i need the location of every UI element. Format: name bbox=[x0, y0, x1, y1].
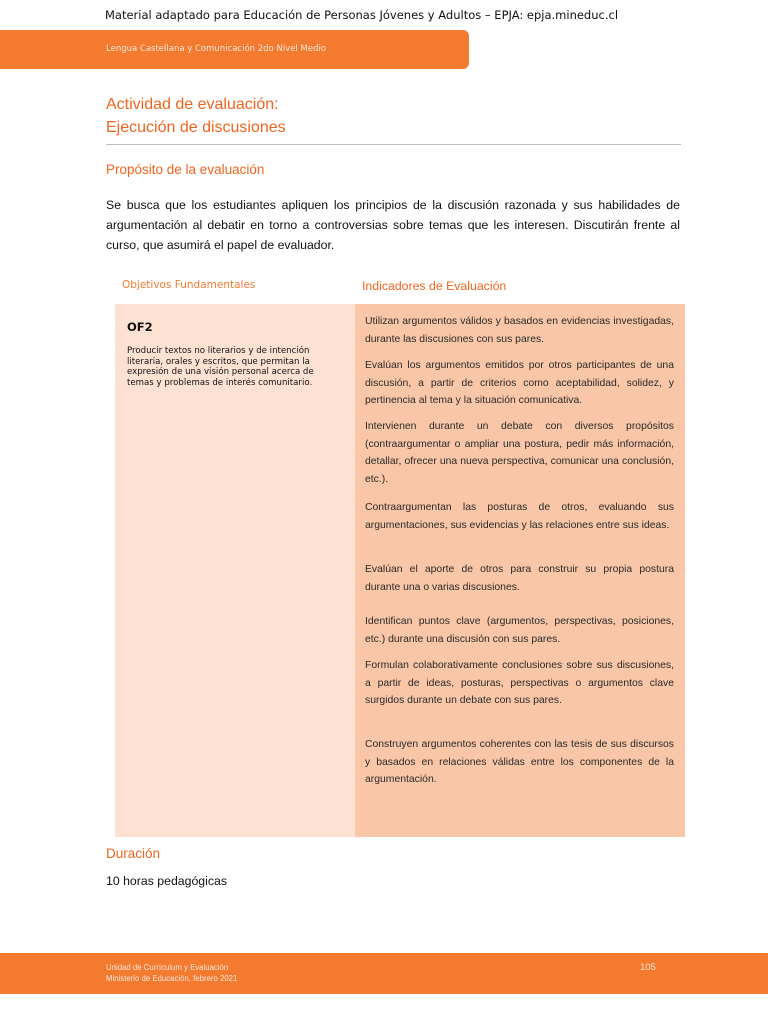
objective-cell bbox=[115, 304, 355, 837]
purpose-heading: Propósito de la evaluación bbox=[106, 162, 265, 177]
indicator-item: Contraargumentan las posturas de otros, evaluando sus argumentaciones, sus evidencias y las relaciones entre sus ideas. bbox=[365, 502, 674, 531]
subject-label: Lengua Castellana y Comunicación 2do Nivel Medio bbox=[106, 44, 327, 54]
footer-unit: Unidad de Currículum y Evaluación bbox=[106, 963, 229, 972]
indicators-cell bbox=[355, 304, 685, 837]
subject-banner bbox=[0, 30, 469, 69]
duration-value: 10 horas pedagógicas bbox=[106, 874, 228, 888]
indicators-column-header: Indicadores de Evaluación bbox=[362, 279, 507, 293]
objective-code: OF2 bbox=[127, 320, 153, 334]
title-divider bbox=[106, 144, 681, 145]
duration-heading: Duración bbox=[106, 846, 161, 861]
indicator-item: Formulan colaborativamente conclusiones sobre sus discusiones, a partir de ideas, posturas, perspectivas o argumentos clave surgidos durante un debate con sus pares. bbox=[365, 660, 674, 706]
purpose-paragraph: Se busca que los estudiantes apliquen los principios de la discusión razonada y sus habilidades de argumentación al debatir en torno a controversias sobre temas que les interesen. Discutirán frente al curso, que asumirá el papel de evaluador. bbox=[106, 198, 680, 252]
indicator-item: Construyen argumentos coherentes con las tesis de sus discursos y basados en relaciones válidas entre los componentes de la argumentación. bbox=[365, 739, 674, 785]
indicator-item: Evalúan el aporte de otros para construir su propia postura durante una o varias discusiones. bbox=[365, 564, 674, 593]
title-line-2: Ejecución de discusiones bbox=[106, 119, 286, 136]
page-number: 105 bbox=[640, 962, 656, 973]
objective-text: Producir textos no literarios y de intención literaria, orales y escritos, que permitan la expresión de una visión personal acerca de temas y problemas de interés comunitario. bbox=[127, 346, 314, 388]
footer-ministry: Ministerio de Educación, febrero 2021 bbox=[106, 974, 238, 983]
page-title bbox=[106, 93, 286, 139]
title-line-1: Actividad de evaluación: bbox=[106, 96, 279, 113]
indicator-item: Utilizan argumentos válidos y basados en evidencias investigadas, durante las discusiones con sus pares. bbox=[365, 316, 674, 345]
page-footer bbox=[0, 953, 768, 994]
document-source-line: Material adaptado para Educación de Personas Jóvenes y Adultos – EPJA: epja.mineduc.cl bbox=[105, 8, 619, 22]
indicator-item: Identifican puntos clave (argumentos, perspectivas, posiciones, etc.) durante una discusión con sus pares. bbox=[365, 616, 674, 645]
objectives-column-header: Objetivos Fundamentales bbox=[122, 279, 256, 291]
indicator-item: Evalúan los argumentos emitidos por otros participantes de una discusión, a partir de criterios como aceptabilidad, solidez, y pertinencia al tema y la situación comunicativa. bbox=[365, 360, 674, 406]
indicator-item: Intervienen durante un debate con diversos propósitos (contraargumentar o ampliar una postura, pedir más información, detallar, ofrecer una nueva perspectiva, comunicar una conclusión, etc.). bbox=[365, 421, 674, 485]
